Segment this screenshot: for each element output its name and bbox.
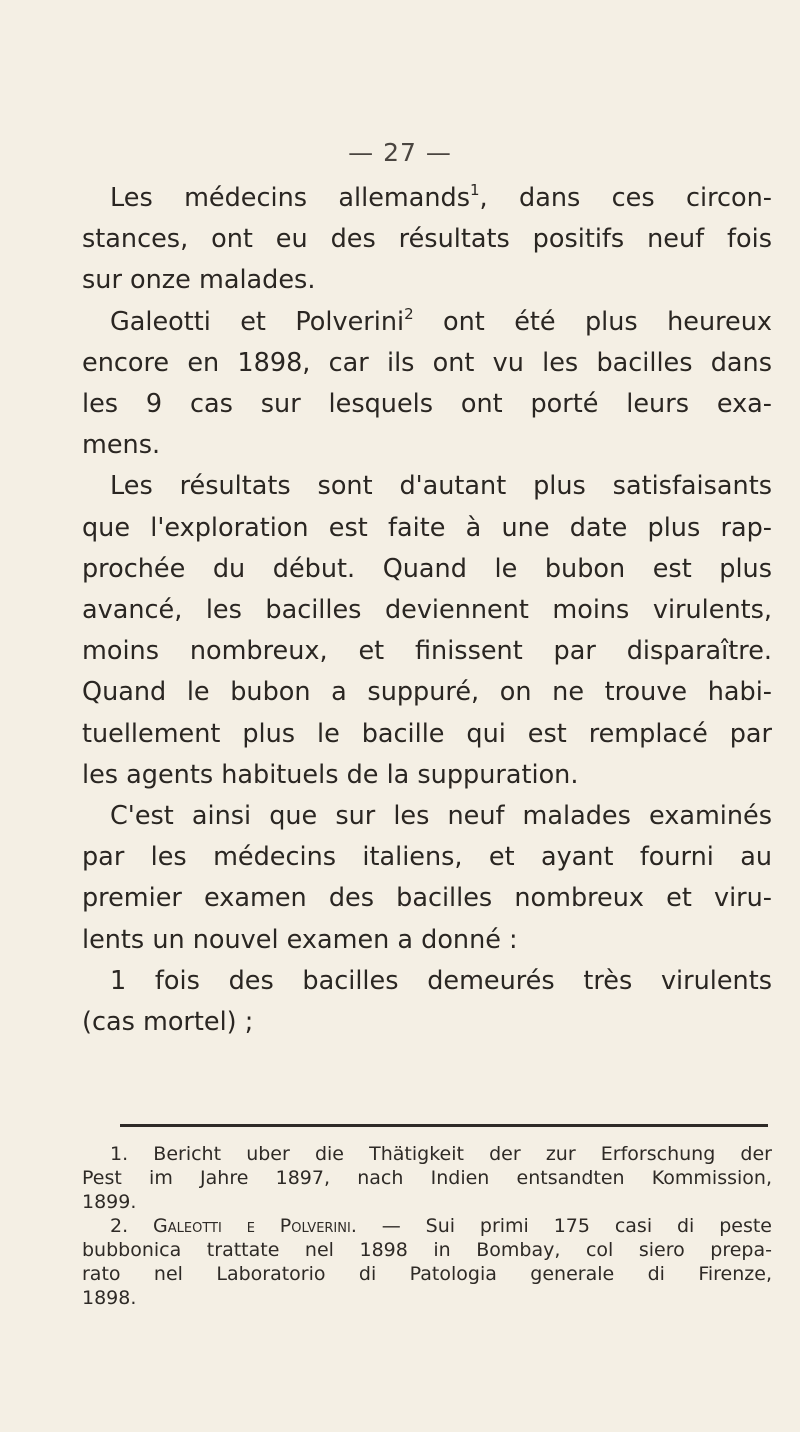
footnote-line: 1899. — [82, 1191, 137, 1213]
text-line: encore en 1898, car ils ont vu les bacilles dans — [82, 347, 772, 378]
footnote-1: 1. Bericht uber die Thätigkeit der zur Erforschung der Pest im Jahre 1897, nach Indien entsandten Kommission, 1899. — [82, 1143, 772, 1213]
footnote-line: rato nel Laboratorio di Patologia generale di Firenze, — [82, 1263, 772, 1285]
text-line: les agents habituels de la suppuration. — [82, 759, 579, 790]
text-line: premier examen des bacilles nombreux et viru- — [82, 883, 772, 914]
text-line: les 9 cas sur lesquels ont porté leurs exa- — [82, 389, 772, 420]
text-line: que l'exploration est faite à une date plus rap- — [82, 512, 772, 543]
text-line: Quand le bubon a suppuré, on ne trouve habi- — [82, 677, 772, 708]
body-text — [82, 178, 772, 1043]
text-line: mens. — [82, 430, 161, 461]
text-line: Les résultats sont d'autant plus satisfaisants — [110, 471, 772, 502]
text-line: prochée du début. Quand le bubon est plus — [82, 553, 772, 584]
footnote-number: 2. — [110, 1215, 129, 1237]
page-number: — 27 — — [348, 138, 452, 167]
footnote-ref-1[interactable]: 1 — [470, 181, 480, 199]
text-line: stances, ont eu des résultats positifs neuf fois — [82, 224, 772, 255]
text-line: lents un nouvel examen a donné : — [82, 924, 518, 955]
footnotes — [82, 1142, 772, 1310]
text-line: avancé, les bacilles deviennent moins virulents, — [82, 595, 772, 626]
text-line: C'est ainsi que sur les neuf malades examinés — [110, 801, 772, 832]
text-line: par les médecins italiens, et ayant fourni au — [82, 842, 772, 873]
text-line: (cas mortel) ; — [82, 1007, 254, 1038]
text-line: sur onze malades. — [82, 265, 316, 296]
footnote-number: 1. — [110, 1143, 129, 1165]
footnote-line: Pest im Jahre 1897, nach Indien entsandten Kommission, — [82, 1167, 772, 1189]
footnote-divider — [120, 1124, 768, 1127]
footnote-ref-2[interactable]: 2 — [404, 304, 414, 323]
text-line: Les médecins allemands$^1$, dans ces circon- — [110, 181, 772, 213]
footnote-authors: Galeotti e Polverini. — [153, 1215, 357, 1237]
text-line: tuellement plus le bacille qui est remplacé par — [82, 718, 772, 749]
footnote-2: 2. Galeotti e Polverini. — Sui primi 175 casi di peste bubbonica trattate nel 1898 in Bombay, col siero prepa- rato nel Laboratorio di Patologia generale di Firenze, 1898. — [82, 1215, 772, 1309]
footnote-line: bubbonica trattate nel 1898 in Bombay, col siero prepa- — [82, 1239, 772, 1261]
text-line: moins nombreux, et finissent par disparaître. — [82, 636, 772, 667]
footnote-line: 1898. — [82, 1287, 137, 1309]
text-line: 1 fois des bacilles demeurés très virulents — [110, 965, 772, 996]
text-line: Galeotti et Polverini$^2$ ont été plus heureux — [110, 304, 772, 337]
